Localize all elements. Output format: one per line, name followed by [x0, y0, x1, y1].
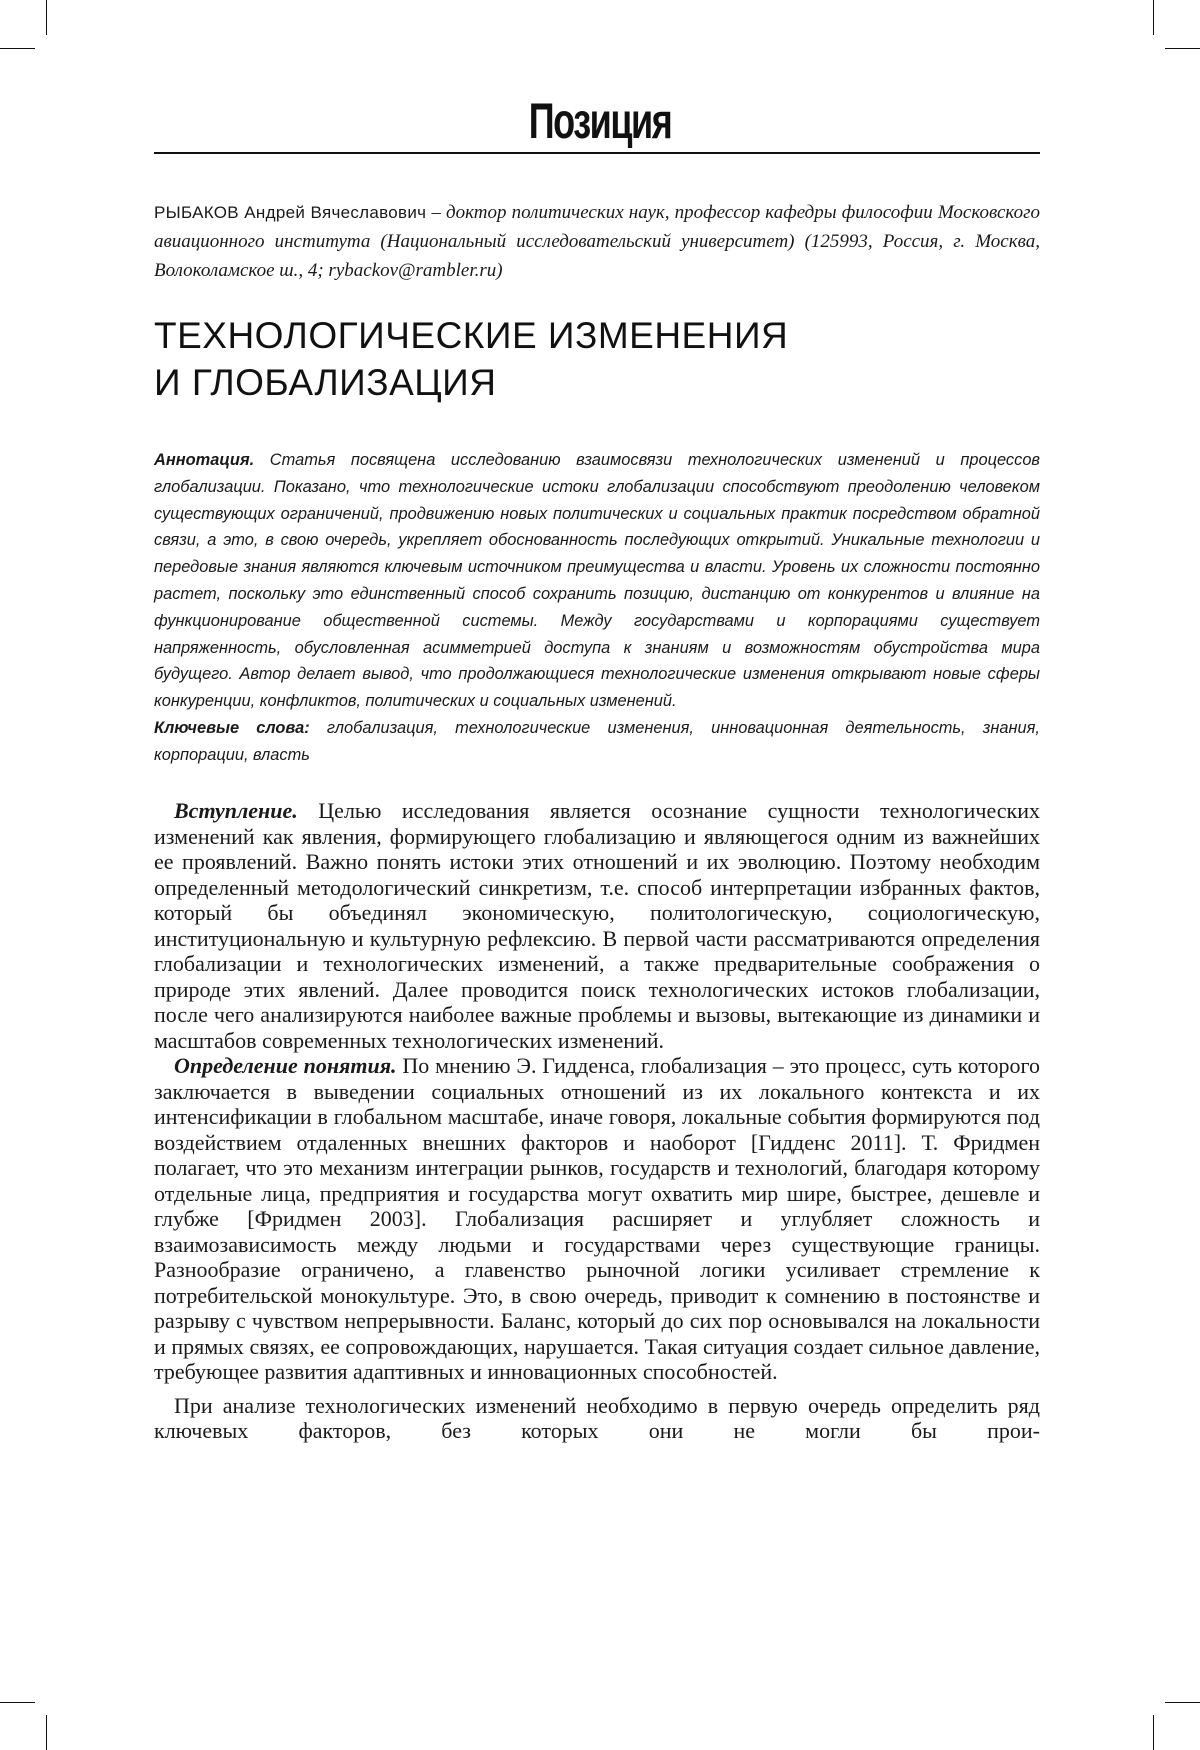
article-body [154, 798, 1040, 1444]
article-title-line: И ГЛОБАЛИЗАЦИЯ [154, 359, 1040, 406]
paragraph-lead: Вступление. [174, 798, 298, 823]
article-title [154, 312, 1040, 406]
paragraph-text: Целью исследования является осознание сущности технологических изменений как явления, формирующего глобализацию и являющегося одним из важнейших ее проявлений. Важно понять истоки этих отношений и их эволюцию. Поэтому необходим определенный методологический синкретизм, т.е. способ интерпретации избранных фактов, который бы объединял экономическую, политологическую, социологическую, институциональную и культурную рефлексию. В первой части рассматриваются определения глобализации и технологических изменений, а также предварительные соображения о природе этих явлений. Далее проводится поиск технологических истоков глобализации, после чего анализируются наиболее важные проблемы и вызовы, вытекающие из динамики и масштабов современных технологических изменений. [154, 798, 1040, 1053]
heading-rule [154, 152, 1040, 154]
crop-mark [46, 0, 47, 35]
crop-mark [0, 1702, 35, 1703]
keywords-label: Ключевые слова: [154, 719, 310, 737]
crop-mark [1153, 1715, 1154, 1750]
author-info [154, 198, 1040, 285]
body-paragraph [154, 1393, 1040, 1444]
article-title-line: ТЕХНОЛОГИЧЕСКИЕ ИЗМЕНЕНИЯ [154, 312, 1040, 359]
crop-mark [1165, 48, 1200, 49]
keywords-text: глобализация, технологические изменения, инновационная деятельность, знания, корпорации, власть [154, 719, 1040, 764]
crop-mark [1165, 1702, 1200, 1703]
body-paragraph [154, 1053, 1040, 1385]
author-name: РЫБАКОВ Андрей Вячеславович [154, 203, 426, 222]
section-heading: Позиция [168, 92, 1032, 150]
crop-mark [1153, 0, 1154, 35]
author-bio: – доктор политических наук, профессор кафедры философии Московского авиационного института (Национальный исследовательский университет) (125993, Россия, г. Москва, Волоколамское ш., 4; rybackov@rambler.ru) [154, 202, 1040, 281]
paragraph-lead: Определение понятия. [174, 1053, 397, 1078]
crop-mark [46, 1715, 47, 1750]
crop-mark [0, 48, 35, 49]
abstract [154, 447, 1040, 769]
paragraph-text: При анализе технологических изменений необходимо в первую очередь определить ряд ключевых факторов, без которых они не могли бы прои- [154, 1393, 1040, 1444]
paragraph-text: По мнению Э. Гидденса, глобализация – это процесс, суть которого заключается в выведении социальных отношений из их локального контекста и их интенсификации в глобальном масштабе, иначе говоря, локальные события формируются под воздействием отдаленных внешних факторов и наоборот [Гидденс 2011]. Т. Фридмен полагает, что это механизм интеграции рынков, государств и технологий, благодаря которому отдельные лица, предприятия и государства могут охватить мир шире, быстрее, дешевле и глубже [Фридмен 2003]. Глобализация расширяет и углубляет сложность и взаимозависимость между людьми и государствами через существующие границы. Разнообразие ограничено, а главенство рыночной логики усиливает стремление к потребительской монокультуре. Это, в свою очередь, приводит к сомнению в постоянстве и разрыву с чувством непрерывности. Баланс, который до сих пор основывался на локальности и прямых связях, ее сопровождающих, нарушается. Такая ситуация создает сильное давление, требующее развития адаптивных и инновационных способностей. [154, 1053, 1040, 1384]
abstract-text: Статья посвящена исследованию взаимосвязи технологических изменений и процессов глобализации. Показано, что технологические истоки глобализации способствуют преодолению человеком существующих ограничений, продвижению новых политических и социальных практик посредством обратной связи, а это, в свою очередь, укрепляет обоснованность последующих открытий. Уникальные технологии и передовые знания являются ключевым источником преимущества и власти. Уровень их сложности постоянно растет, поскольку это единственный способ сохранить позицию, дистанцию от конкурентов и влияние на функционирование общественной системы. Между государствами и корпорациями существует напряженность, обусловленная асимметрией доступа к знаниям и возможностям обустройства мира будущего. Автор делает вывод, что продолжающиеся технологические изменения открывают новые сферы конкуренции, конфликтов, политических и социальных изменений. [154, 451, 1040, 710]
body-paragraph [154, 798, 1040, 1053]
abstract-label: Аннотация. [154, 451, 254, 469]
